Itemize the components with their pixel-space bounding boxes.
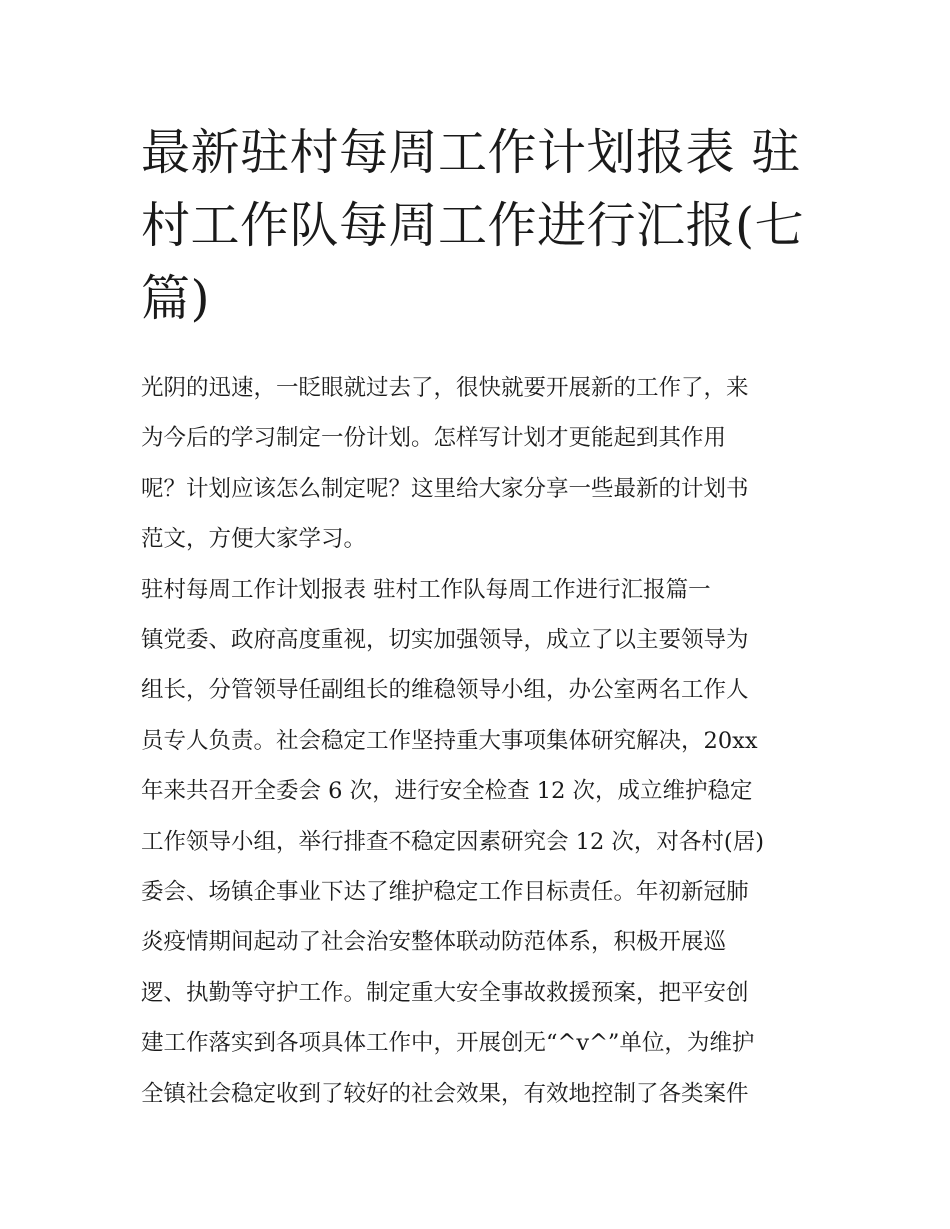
paragraph-line: 年来共召开全委会 6 次，进行安全检查 12 次，成立维护稳定: [141, 778, 753, 805]
intro-line: 呢？计划应该怎么制定呢？这里给大家分享一些最新的计划书: [141, 475, 749, 502]
intro-line: 光阴的迅速，一眨眼就过去了，很快就要开展新的工作了，来: [141, 375, 749, 401]
paragraph-line: 委会、场镇企事业下达了维护稳定工作目标责任。年初新冠肺: [141, 879, 749, 906]
paragraph-line: 组长，分管领导任副组长的维稳领导小组，办公室两名工作人: [141, 677, 749, 704]
document-body: [141, 363, 813, 1119]
paragraph-line: 炎疫情期间起动了社会治安整体联动防范体系，积极开展巡: [141, 929, 727, 956]
paragraph-line: 工作领导小组，举行排查不稳定因素研究会 12 次，对各村(居): [141, 828, 764, 855]
title-line: 村工作队每周工作进行汇报(七: [141, 197, 805, 254]
paragraph-line: 逻、执勤等守护工作。制定重大安全事故救援预案，把平安创: [141, 979, 749, 1006]
intro-line: 为今后的学习制定一份计划。怎样写计划才更能起到其作用: [141, 425, 727, 452]
paragraph-line: 建工作落实到各项具体工作中，开展创无“^v^”单位，为维护: [141, 1030, 755, 1057]
section-heading: 驻村每周工作计划报表 驻村工作队每周工作进行汇报篇一: [141, 576, 711, 603]
paragraph-line: 员专人负责。社会稳定工作坚持重大事项集体研究解决，20xx: [141, 727, 758, 754]
paragraph-line: 全镇社会稳定收到了较好的社会效果，有效地控制了各类案件: [141, 1080, 749, 1107]
title-line: 篇): [141, 270, 211, 327]
document-page: [141, 116, 813, 1119]
title-line: 最新驻村每周工作计划报表 驻: [141, 124, 801, 181]
paragraph-line: 镇党委、政府高度重视，切实加强领导，成立了以主要领导为: [141, 627, 749, 654]
document-title: [141, 116, 813, 335]
intro-line: 范文，方便大家学习。: [141, 526, 367, 553]
